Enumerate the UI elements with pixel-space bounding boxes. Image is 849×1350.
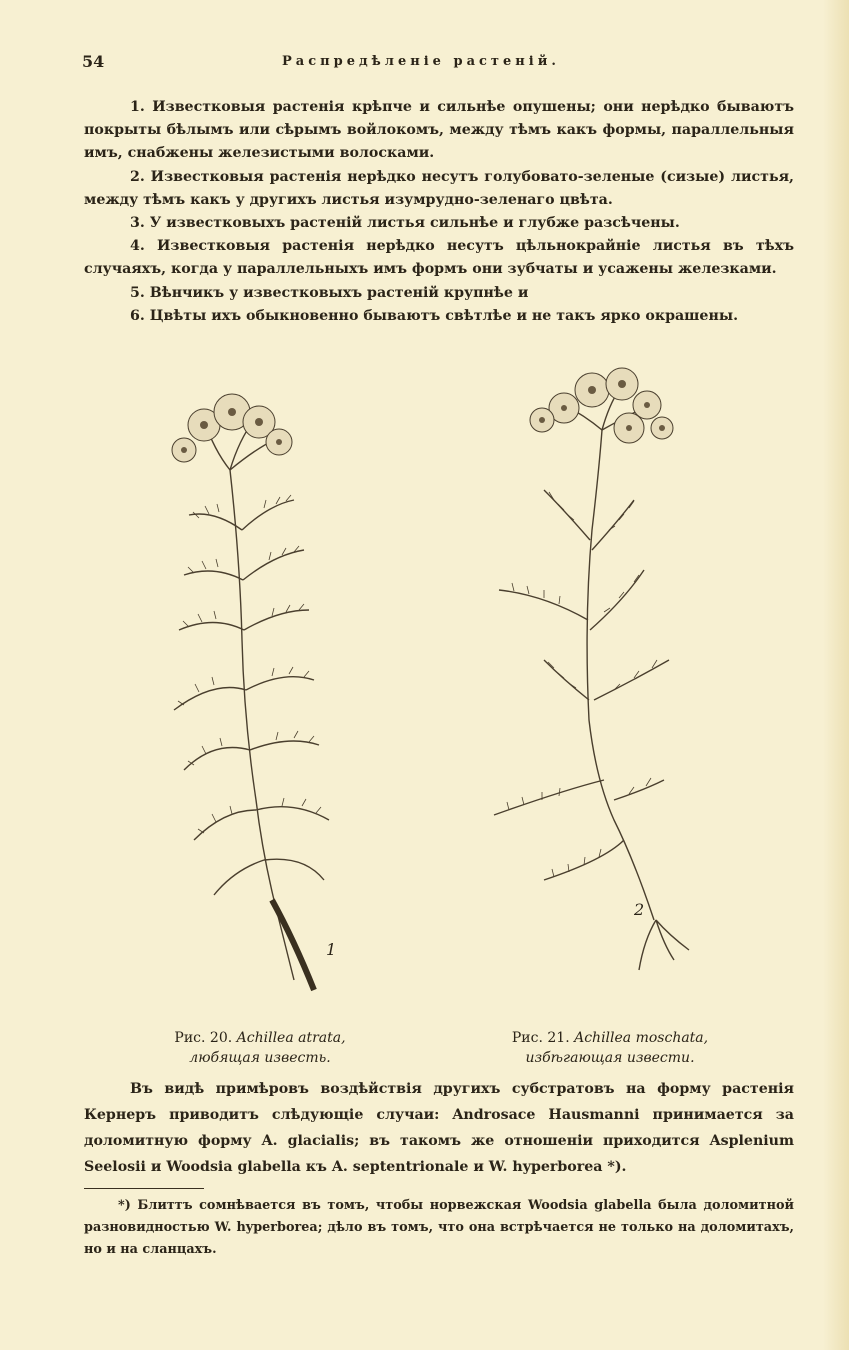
plant-drawing-2 [484,360,714,990]
figure-achillea-atrata [144,380,364,1010]
figure-achillea-moschata [484,360,714,990]
list-item: 4. Известковыя растенія нерѣдко несутъ цѣльнокрайніе листья въ тѣхъ случаяхъ, когда у параллельныхъ имъ формъ они зубчаты и усажены железками. [84,238,794,278]
caption-prefix: Рис. 21. [511,1030,570,1046]
figures-area [84,360,794,1010]
figure-marker-1: 1 [326,940,337,959]
figure-caption-1 [110,1028,410,1068]
caption-species: Achillea moschata, [574,1030,709,1046]
caption-description: любящая известь. [189,1050,331,1066]
caption-description: избѣгающая извести. [525,1050,695,1066]
page-header [82,52,802,74]
running-title: Распредѣленіе растеній. [282,54,560,69]
list-item: 2. Известковыя растенія нерѣдко несутъ голубовато-зеленые (сизые) листья, между тѣмъ какъ у другихъ листья изумрудно-зеленаго цвѣта. [84,168,794,208]
figure-marker-2: 2 [634,900,645,919]
footnote-text: *) Блиттъ сомнѣвается въ томъ, чтобы норвежская Woodsia glabella была доломитной разновидностью W. hyperborea; дѣло въ томъ, что она встрѣчается не только на доломитахъ, но и на сланцахъ. [84,1198,794,1257]
page-edge-shading [823,0,849,1350]
plant-drawing-1 [144,380,364,1010]
list-item: 1. Известковыя растенія крѣпче и сильнѣе опушены; они нерѣдко бываютъ покрыты бѣлымъ или сѣрымъ войлокомъ, между тѣмъ какъ формы, параллельныя имъ, снабжены железистыми волосками. [84,99,794,162]
figure-caption-2 [460,1028,760,1068]
body-paragraph [84,1076,794,1180]
caption-prefix: Рис. 20. [174,1030,233,1046]
footnote-rule [84,1188,204,1189]
footnote [84,1195,794,1261]
list-item: 6. Цвѣты ихъ обыкновенно бываютъ свѣтлѣе и не такъ ярко окрашены. [130,307,739,324]
list-item: 3. У известковыхъ растеній листья сильнѣе и глубже разсѣчены. [130,215,680,232]
page-number: 54 [82,52,105,71]
caption-species: Achillea atrata, [236,1030,346,1046]
list-item: 5. Вѣнчикъ у известковыхъ растеній крупнѣе и [130,284,529,301]
paragraph-text: Въ видѣ примѣровъ воздѣйствія другихъ субстратовъ на форму растенія Кернеръ приводитъ слѣдующіе случаи: Androsace Hausmanni принимается за доломитную форму A. glacialis; въ такомъ же отношеніи приходится Asplenium Seelosii и Woodsia glabella къ A. septentrionale и W. hyperborea *). [84,1081,794,1175]
numbered-list [84,96,794,328]
